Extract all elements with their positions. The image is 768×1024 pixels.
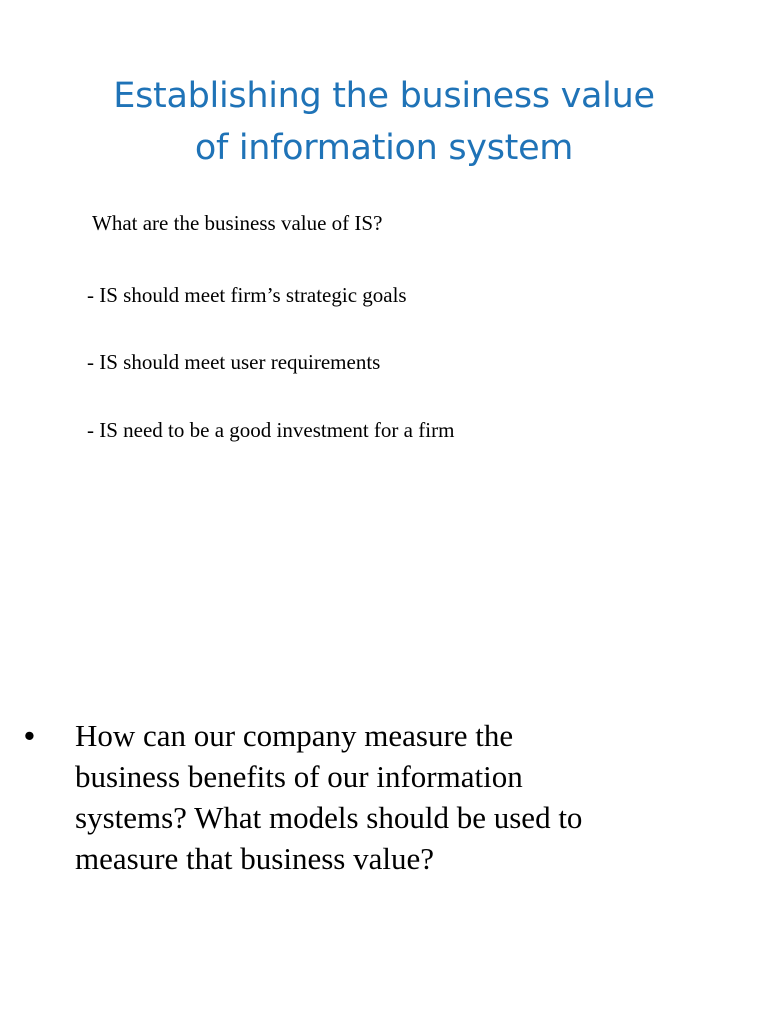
slide-title-line-1: Establishing the business value — [113, 76, 655, 116]
point-good-investment: - IS need to be a good investment for a firm — [87, 418, 455, 442]
point-strategic-goals: - IS should meet firm’s strategic goals — [87, 283, 407, 307]
bullet-line-3: systems? What models should be used to — [75, 800, 583, 835]
point-user-requirements: - IS should meet user requirements — [87, 350, 381, 374]
slide-title-line-2: of information system — [194, 128, 574, 168]
bullet-line-4: measure that business value? — [75, 841, 434, 876]
question-text: What are the business value of IS? — [92, 211, 383, 235]
bullet-dot-icon: • — [24, 718, 35, 753]
bullet-line-1: How can our company measure the — [75, 718, 514, 753]
bullet-line-2: business benefits of our information — [75, 759, 523, 794]
bullet-question-text — [75, 715, 735, 879]
slide-title — [40, 70, 728, 174]
